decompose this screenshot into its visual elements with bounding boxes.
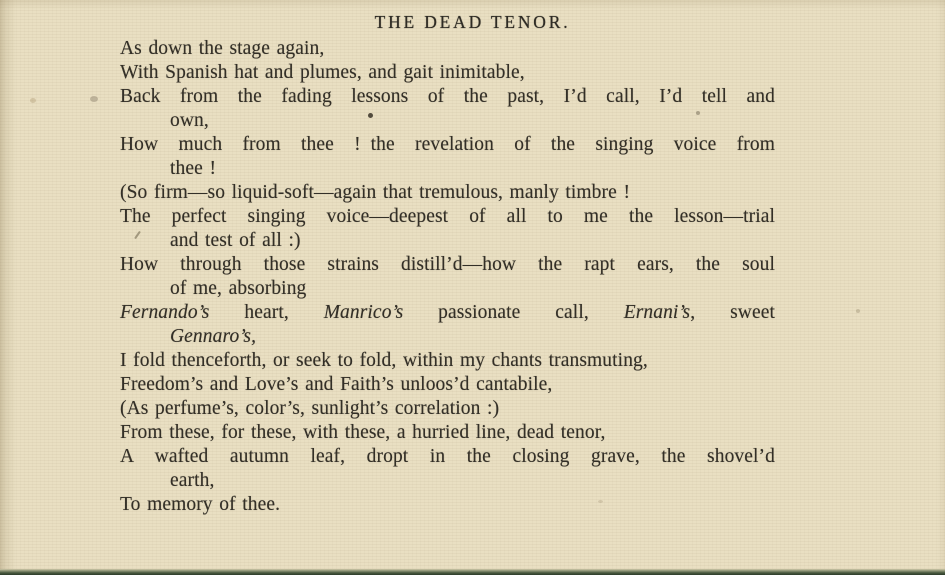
poem-line [120, 253, 775, 277]
poem-line [120, 421, 775, 445]
poem-text: The perfect singing voice—deepest of all to me the lesson—trial [120, 206, 775, 227]
scan-speck [856, 309, 860, 313]
poem-text: From these, for these, with these, a hurried line, dead tenor, [120, 422, 606, 443]
poem-text: As down the stage again, [120, 38, 325, 59]
poem-line [120, 61, 775, 85]
poem-line [120, 301, 775, 325]
poem-text: (As perfume’s, color’s, sunlight’s correlation :) [120, 398, 500, 419]
poem-text: How much from thee ! the revelation of the singing voice from [120, 134, 775, 155]
poem-text-italic: Manrico’s [323, 302, 404, 323]
poem-text: (So firm—so liquid-soft—again that tremulous, manly timbre ! [120, 182, 631, 203]
poem-line [120, 37, 775, 61]
poem-text: How through those strains distill’d—how the rapt ears, the soul [120, 254, 775, 275]
poem-line [120, 109, 775, 133]
poem-line [120, 229, 775, 253]
poem-line [120, 205, 775, 229]
poem-text-italic: Fernando’s [120, 302, 210, 323]
poem-text: , sweet [690, 302, 775, 323]
scan-speck [696, 111, 700, 115]
poem-text: earth, [170, 470, 215, 491]
page-title: THE DEAD TENOR. [374, 12, 571, 32]
poem-line [120, 85, 775, 109]
poem-text: Freedom’s and Love’s and Faith’s unloos’d cantabile, [120, 374, 553, 395]
poem-text: Back from the fading lessons of the past, I’d call, I’d tell and [120, 86, 775, 107]
poem-line [120, 181, 775, 205]
poem-body [120, 37, 775, 517]
poem-text: To memory of thee. [120, 494, 281, 515]
poem-line [120, 277, 775, 301]
poem-text: thee ! [170, 158, 217, 179]
poem-text-italic: Gennaro’s, [170, 326, 257, 347]
poem-line [120, 325, 775, 349]
scan-speck [368, 113, 373, 118]
scan-speck [598, 500, 603, 503]
poem-text: With Spanish hat and plumes, and gait inimitable, [120, 62, 525, 83]
poem-line [120, 493, 775, 517]
poem-text: passionate call, [403, 302, 624, 323]
scan-speck [30, 98, 36, 103]
poem-text-italic: Ernani’s [623, 302, 691, 323]
poem-text: A wafted autumn leaf, dropt in the closing grave, the shovel’d [120, 446, 775, 467]
poem-text: heart, [209, 302, 324, 323]
poem-text: own, [170, 110, 209, 131]
poem-line [120, 349, 775, 373]
poem-text: and test of all :) [170, 230, 301, 251]
poem-line [120, 157, 775, 181]
poem-line [120, 373, 775, 397]
poem-line [120, 133, 775, 157]
poem-line [120, 469, 775, 493]
poem-line [120, 445, 775, 469]
poem-text: of me, absorbing [170, 278, 307, 299]
scan-edge-bottom [0, 569, 945, 575]
poem-line [120, 397, 775, 421]
scan-speck [90, 96, 98, 102]
poem-text: I fold thenceforth, or seek to fold, within my chants transmuting, [120, 350, 648, 371]
